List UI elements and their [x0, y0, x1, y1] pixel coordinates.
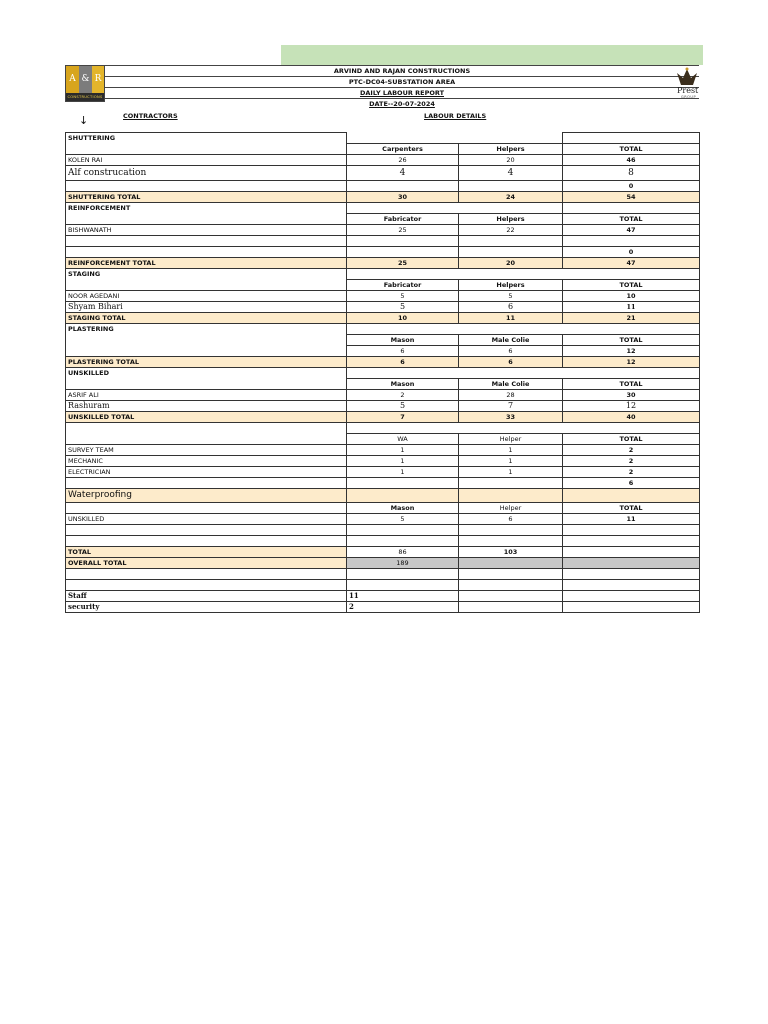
column-header: Helpers: [459, 214, 563, 225]
total-cell: 33: [459, 412, 563, 423]
report-title: DAILY LABOUR REPORT: [105, 87, 699, 98]
count-cell: 22: [459, 225, 563, 236]
logo-letter: A: [66, 66, 79, 93]
total-cell: 0: [563, 247, 700, 258]
count-cell: 7: [459, 401, 563, 412]
staff-row: [66, 591, 700, 602]
column-header: TOTAL: [563, 503, 700, 514]
table-row: [66, 236, 700, 247]
empty-row: [66, 569, 700, 580]
column-header: WA: [347, 434, 459, 445]
contractors-heading: CONTRACTORS: [123, 112, 178, 120]
brand-text: Prest: [677, 86, 699, 95]
column-header-row: [66, 280, 700, 291]
report-header: [65, 65, 699, 110]
column-header: Helper: [459, 503, 563, 514]
total-cell: 54: [563, 192, 700, 203]
count-cell: 4: [459, 166, 563, 181]
count-cell: 6: [347, 346, 459, 357]
column-header: Mason: [347, 335, 459, 346]
logo-strip-text: CONSTRUCTIONS: [67, 95, 103, 99]
contractor-name: KOLEN RAI: [66, 155, 347, 166]
section-title-row: [66, 203, 700, 214]
total-cell: 12: [563, 357, 700, 368]
column-header: Male Colie: [459, 335, 563, 346]
section-title-row: [66, 368, 700, 379]
column-header-row: [66, 335, 700, 346]
total-cell: 25: [347, 258, 459, 269]
contractor-name: NOOR AGEDANI: [66, 291, 347, 302]
overall-total-label: OVERALL TOTAL: [66, 558, 347, 569]
contractor-name: [66, 346, 347, 357]
grand-total-row: [66, 547, 700, 558]
labour-table: [65, 132, 700, 613]
column-header: TOTAL: [563, 434, 700, 445]
count-cell: 1: [347, 456, 459, 467]
column-header: Carpenters: [347, 144, 459, 155]
count-cell: 6: [459, 346, 563, 357]
column-header-row: [66, 144, 700, 155]
column-header-row: [66, 379, 700, 390]
empty-row: [66, 580, 700, 591]
section-total-row: [66, 357, 700, 368]
total-cell: 30: [347, 192, 459, 203]
table-row: [66, 181, 700, 192]
column-header-row: [66, 503, 700, 514]
company-logo: [65, 65, 105, 102]
table-row: [66, 346, 700, 357]
logo-letter: R: [92, 66, 104, 93]
table-row: [66, 166, 700, 181]
table-row: [66, 225, 700, 236]
empty-row: [66, 525, 700, 536]
report-date: DATE--20-07-2024: [105, 98, 699, 109]
column-header: TOTAL: [563, 335, 700, 346]
section-title-row: [66, 324, 700, 335]
table-row: [66, 291, 700, 302]
section-total-row: [66, 258, 700, 269]
total-label: STAGING TOTAL: [66, 313, 347, 324]
table-row: [66, 390, 700, 401]
section-total-row: [66, 192, 700, 203]
total-cell: 20: [459, 258, 563, 269]
client-brand-logo: [669, 67, 705, 103]
column-header: Fabricator: [347, 280, 459, 291]
labour-report-sheet: [65, 65, 699, 613]
contractor-name: MECHANIC: [66, 456, 347, 467]
column-header: TOTAL: [563, 280, 700, 291]
column-header: Helper: [459, 434, 563, 445]
contractor-name: Rashuram: [66, 401, 347, 412]
overall-total-row: [66, 558, 700, 569]
total-label: UNSKILLED TOTAL: [66, 412, 347, 423]
total-cell: 10: [563, 291, 700, 302]
total-cell: 10: [347, 313, 459, 324]
table-row: [66, 302, 700, 313]
section-title: PLASTERING: [66, 324, 347, 335]
count-cell: 25: [347, 225, 459, 236]
count-cell: 20: [459, 155, 563, 166]
total-cell: 21: [563, 313, 700, 324]
section-title-row: [66, 489, 700, 503]
count-cell: 5: [347, 401, 459, 412]
logo-letter: &: [79, 66, 92, 93]
column-header-row: [66, 214, 700, 225]
contractor-name: UNSKILLED: [66, 514, 347, 525]
table-row: [66, 514, 700, 525]
count-cell: 1: [347, 445, 459, 456]
column-header: TOTAL: [563, 214, 700, 225]
total-cell: 8: [563, 166, 700, 181]
count-cell: 6: [459, 302, 563, 313]
contractor-name: ELECTRICIAN: [66, 467, 347, 478]
total-label: TOTAL: [66, 547, 347, 558]
total-cell: 103: [459, 547, 563, 558]
staff-value: 11: [347, 591, 459, 602]
table-row: [66, 478, 700, 489]
total-cell: 46: [563, 155, 700, 166]
total-cell: 40: [563, 412, 700, 423]
section-title: REINFORCEMENT: [66, 203, 347, 214]
column-header-row: [66, 434, 700, 445]
count-cell: 6: [459, 514, 563, 525]
count-cell: 1: [459, 467, 563, 478]
brand-subtext: GROUP: [681, 95, 697, 99]
total-cell: 11: [563, 302, 700, 313]
total-cell: 11: [459, 313, 563, 324]
staff-label: Staff: [66, 591, 347, 602]
section-title: UNSKILLED: [66, 368, 347, 379]
column-header: TOTAL: [563, 379, 700, 390]
staff-label: security: [66, 602, 347, 613]
total-cell: 2: [563, 456, 700, 467]
section-title-row: [66, 133, 700, 144]
empty-row: [66, 536, 700, 547]
column-header: Mason: [347, 379, 459, 390]
total-cell: 2: [563, 445, 700, 456]
contractor-name: [66, 181, 347, 192]
total-cell: 2: [563, 467, 700, 478]
count-cell: 4: [347, 166, 459, 181]
total-label: PLASTERING TOTAL: [66, 357, 347, 368]
total-label: REINFORCEMENT TOTAL: [66, 258, 347, 269]
total-cell: 86: [347, 547, 459, 558]
labour-details-highlight: [281, 45, 703, 65]
crown-icon: [669, 67, 705, 87]
contractor-name: SURVEY TEAM: [66, 445, 347, 456]
contractor-name: ASRIF ALI: [66, 390, 347, 401]
count-cell: 28: [459, 390, 563, 401]
column-header: Helpers: [459, 280, 563, 291]
count-cell: 1: [459, 456, 563, 467]
total-cell: 12: [563, 346, 700, 357]
total-cell: 0: [563, 181, 700, 192]
total-cell: 24: [459, 192, 563, 203]
section-title-row: [66, 269, 700, 280]
column-header: Helpers: [459, 144, 563, 155]
project-name: PTC-DC04-SUBSTATION AREA: [105, 76, 699, 87]
count-cell: 26: [347, 155, 459, 166]
section-title: SHUTTERING: [66, 133, 347, 144]
total-cell: 47: [563, 225, 700, 236]
company-name: ARVIND AND RAJAN CONSTRUCTIONS: [105, 65, 699, 76]
contractor-name: BISHWANATH: [66, 225, 347, 236]
count-cell: 1: [347, 467, 459, 478]
count-cell: 5: [459, 291, 563, 302]
total-cell: 11: [563, 514, 700, 525]
table-row: [66, 456, 700, 467]
total-cell: 6: [563, 478, 700, 489]
count-cell: 5: [347, 302, 459, 313]
count-cell: 5: [347, 514, 459, 525]
table-row: [66, 401, 700, 412]
total-cell: 47: [563, 258, 700, 269]
column-header: Male Colie: [459, 379, 563, 390]
table-row: [66, 247, 700, 258]
table-row: [66, 155, 700, 166]
table-row: [66, 445, 700, 456]
overall-total-value: 189: [347, 558, 459, 569]
count-cell: 1: [459, 445, 563, 456]
count-cell: 2: [347, 390, 459, 401]
column-header: TOTAL: [563, 144, 700, 155]
total-cell: 6: [459, 357, 563, 368]
section-total-row: [66, 313, 700, 324]
contractor-name: Shyam Bihari: [66, 302, 347, 313]
total-cell: 30: [563, 390, 700, 401]
labour-details-heading: LABOUR DETAILS: [424, 112, 487, 120]
spacer-row: [66, 423, 700, 434]
column-header: Fabricator: [347, 214, 459, 225]
staff-value: 2: [347, 602, 459, 613]
column-header: Mason: [347, 503, 459, 514]
staff-row: [66, 602, 700, 613]
arrow-down-icon: ↓: [79, 114, 89, 127]
section-title: STAGING: [66, 269, 347, 280]
section-title: Waterproofing: [66, 489, 347, 503]
total-cell: 7: [347, 412, 459, 423]
contractor-name: Alf construcation: [66, 166, 347, 181]
table-row: [66, 467, 700, 478]
total-label: SHUTTERING TOTAL: [66, 192, 347, 203]
total-cell: 12: [563, 401, 700, 412]
count-cell: 5: [347, 291, 459, 302]
section-total-row: [66, 412, 700, 423]
total-cell: 6: [347, 357, 459, 368]
